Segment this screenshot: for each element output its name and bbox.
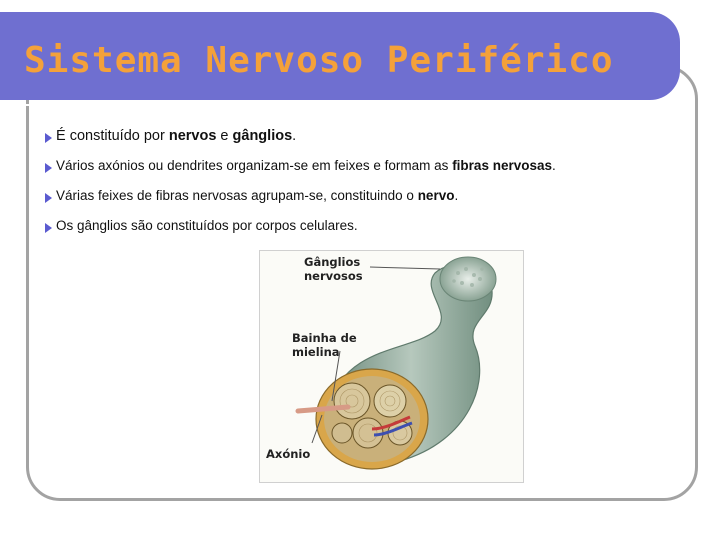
ganglion-shape (440, 257, 496, 301)
bullet-marker-icon (45, 223, 52, 233)
list-item (45, 218, 685, 248)
fascicle (334, 383, 370, 419)
fascicle (374, 385, 406, 417)
bullet-marker-icon (45, 193, 52, 203)
fascicle (353, 418, 383, 448)
list-item (45, 128, 685, 158)
slide-title: Sistema Nervoso Periférico (24, 40, 614, 81)
bullet-list (45, 128, 685, 248)
ganglion-label: Gânglios nervosos (304, 255, 363, 283)
title-divider (0, 104, 640, 106)
list-item (45, 158, 685, 188)
bullet-text: Os gânglios são constituídos por corpos celulares. (56, 218, 358, 233)
myelin-sheath-label: Bainha de mielina (292, 331, 357, 359)
bullet-marker-icon (45, 163, 52, 173)
list-item (45, 188, 685, 218)
axon-label: Axónio (266, 447, 311, 461)
bullet-text: Várias feixes de fibras nervosas agrupam-se, constituindo o nervo. (56, 188, 459, 203)
nerve-illustration (259, 250, 524, 483)
bullet-marker-icon (45, 133, 52, 143)
fascicle (332, 423, 352, 443)
bullet-text: É constituído por nervos e gânglios. (56, 128, 297, 144)
title-bar (0, 12, 680, 100)
bullet-text: Vários axónios ou dendrites organizam-se em feixes e formam as fibras nervosas. (56, 158, 556, 173)
